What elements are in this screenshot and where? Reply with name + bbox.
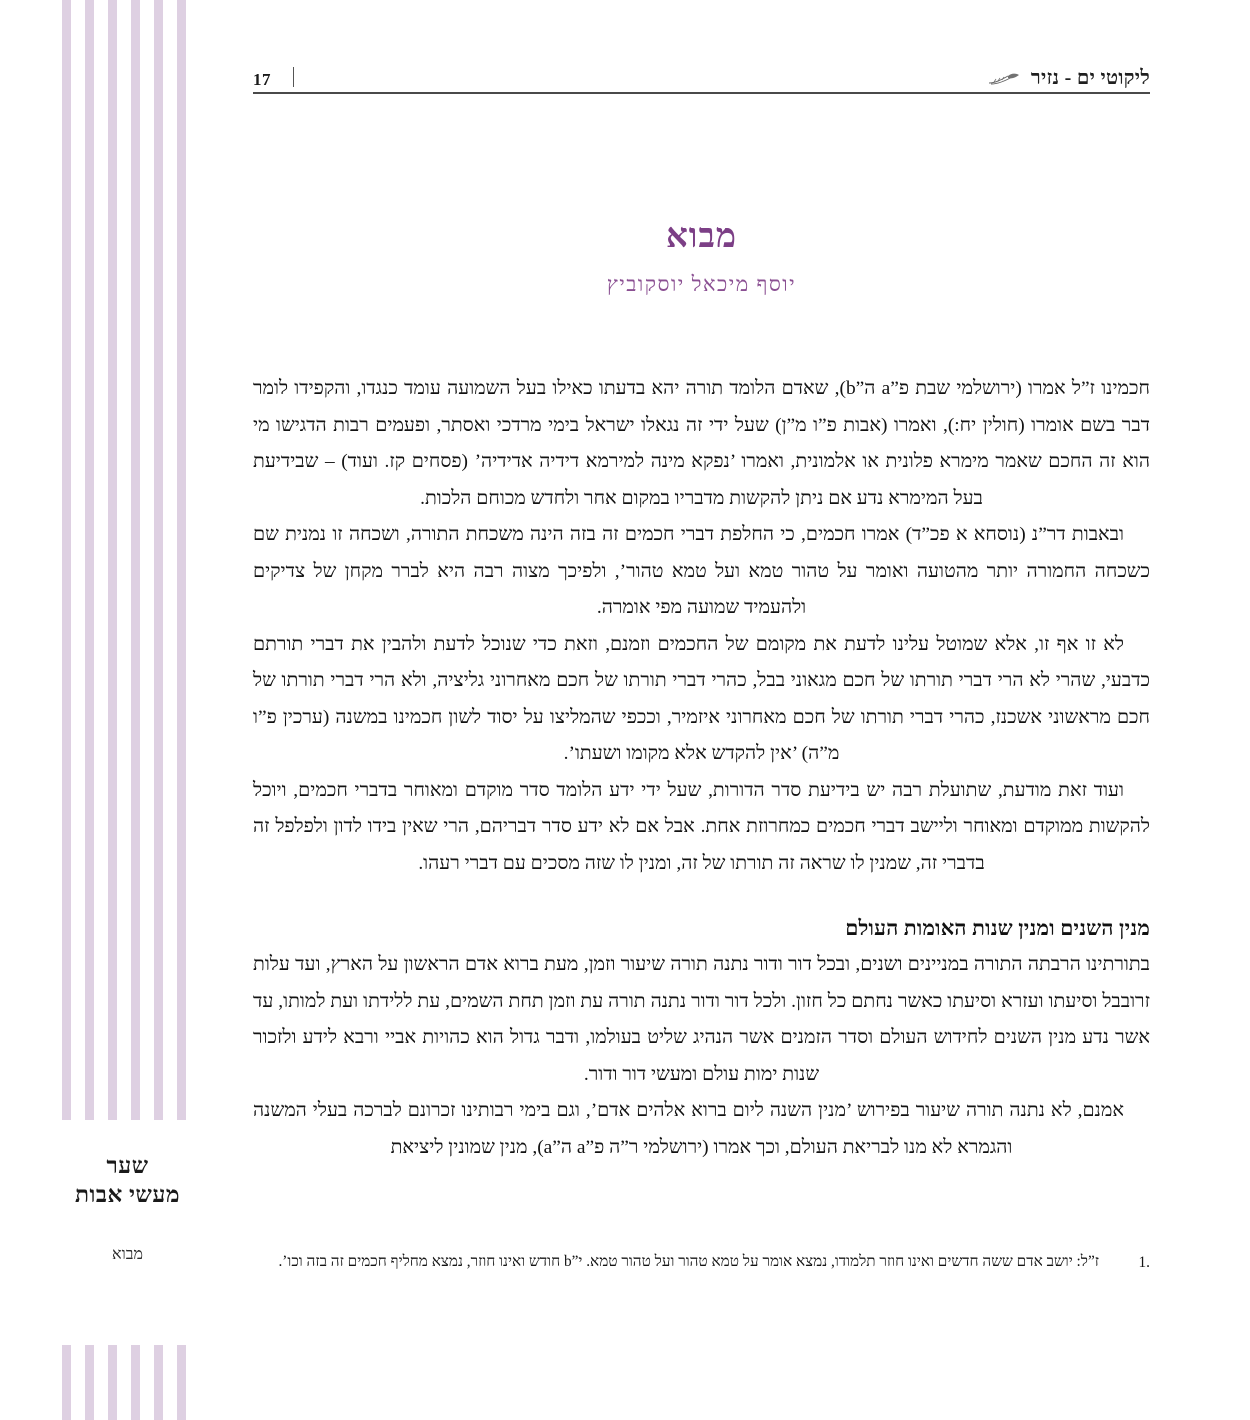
sidebar-tab [40,1152,215,1264]
margin-stripe [62,1345,71,1420]
header-rule [253,92,1150,94]
body-text [253,371,1150,1166]
page-number-group [253,65,294,94]
margin-stripe [85,1345,94,1420]
footnote-text: ז”ל: יושב אדם ששה חדשים ואינו חוזר תלמודו, נמצא אומר על טמא טהור ועל טהור טמא. י”b חודש ואינו חוזר, נמצא מחליף חכמים זה בזה וכו’. [278,1253,1100,1270]
paragraph: ועוד זאת מודעת, שתועלת רבה יש בידיעת סדר הדורות, שעל ידי ידע הלומד סדר מוקדם ומאוחר בדברי חכמים, ויוכל להקשות ממוקדם ומאוחר וליישב דברי חכמים כמחרוזת אחת. אבל אם לא ידע סדר דבריהם, הרי שאין בידו לדון ולפלפל זה בדברי זה, שמנין לו שראה זה תורתו של זה, ומנין לו שזה מסכים עם דברי רעהו. [253,779,1150,874]
sidebar-tab-line2: מעשי אבות [75,1181,180,1207]
document-author: יוסף מיכאל יוסקוביץ [606,272,797,297]
main-content [253,218,1150,1166]
paragraph: בתורתינו הרבתה התורה במניינים ושנים, ובכל דור ודור נתנה תורה שיעור וזמן, מעת ברוא אדם הראשון על הארץ, ועד עלות זרובבל וסיעתו ועזרא וסיעתו כאשר נחתם כל חזון. ולכל דור ודור נתנה תורה עת וזמן תחת השמים, עת ללידתו ועת למותו, עד אשר נדע מנין השנים לחידוש העולם וסדר הזמנים אשר הנהיג שליט בעולמו, ודבר גדול הוא כהויות אביי ורבא לידע ולזכור שנות ימות עולם ומעשי דור ודור. [253,954,1150,1085]
margin-stripes-bottom [0,1345,190,1420]
margin-stripe [131,1345,140,1420]
footnote-item [253,1248,1150,1277]
margin-stripes-top [0,0,190,1120]
running-header [253,48,1150,94]
leaf-flourish-icon [987,72,1021,86]
footnote-marker: 1. [1138,1254,1150,1271]
page-number: 17 [253,70,271,89]
sidebar-tab-subtitle: מבוא [112,1245,143,1263]
paragraph: אמנם, לא נתנה תורה שיעור בפירוש ’מנין השנה ליום ברוא אלהים אדם’, וגם בימי רבותינו זכרונם לברכה בעלי המשנה והגמרא לא מנו לבריאת העולם, וכך אמרו (ירושלמי ר”ה פ”a ה”a), מנין שמונין ליציאת [253,1100,1124,1158]
footnotes-area [253,1248,1150,1277]
margin-stripe [108,0,117,1120]
header-divider [293,67,294,87]
paragraph: ובאבות דר”נ (נוסחא א פכ”ד) אמרו חכמים, כי החלפת דברי חכמים זה בזה הינה משכחת התורה, ושכחה זו נמנית שם כשכחה החמורה יותר מהטועה ואומר על טהור טמא ועל טמא טהור’, ולפיכך מצוה רבה היא לברר מקחן של צדיקים ולהעמיד שמועה מפי אומרה. [253,524,1150,619]
margin-stripe [177,1345,186,1420]
header-title-group [987,67,1150,94]
section-heading: מנין השנים ומנין שנות האומות העולם [845,916,1150,941]
margin-stripe [177,0,186,1120]
margin-stripe [85,0,94,1120]
page-title: מבוא [665,218,738,255]
margin-stripe [108,1345,117,1420]
paragraph: חכמינו ז”ל אמרו (ירושלמי שבת פ”a ה”b), שאדם הלומד תורה יהא בדעתו כאילו בעל השמועה עומד כנגדו, והקפידו לומר דבר בשם אומרו (חולין יח:), ואמרו (אבות פ”ו מ”ן) שעל ידי זה נגאלו ישראל בימי מרדכי ואסתר, ופעמים רבות הדגישו מי הוא זה החכם שאמר מימרא פלונית או אלמונית, ואמרו ’נפקא מינה למירמא דידיה אדידיה’ (פסחים קז. ועוד) – שבידיעת בעל המימרא נדע אם ניתן להקשות מדבריו במקום אחר ולחדש מכוחם הלכות. [253,378,1150,509]
sidebar-tab-line1: שער [106,1153,149,1178]
paragraph: לא זו אף זו, אלא שמוטל עלינו לדעת את מקומם של החכמים וזמנם, וזאת כדי שנוכל לדעת ולהבין את דברי תורתם כדבעי, שהרי לא הרי דברי תורתו של חכם מגאוני בבל, כהרי דברי תורתו של חכם מאחרוני גליציה, ולא הרי דברי תורתו של חכם מראשוני אשכנז, כהרי דברי תורתו של חכם מאחרוני איזמיר, וככפי שהמליצו על יסוד לשון חכמינו במשנה (ערכין פ”ו מ”ה) ’אין להקדש אלא מקומו ושעתו’. [253,633,1150,765]
margin-stripe [154,1345,163,1420]
margin-stripe [62,0,71,1120]
margin-stripe [154,0,163,1120]
margin-stripe [131,0,140,1120]
header-book-title: ליקוטי ים - נזיר [1030,67,1150,89]
